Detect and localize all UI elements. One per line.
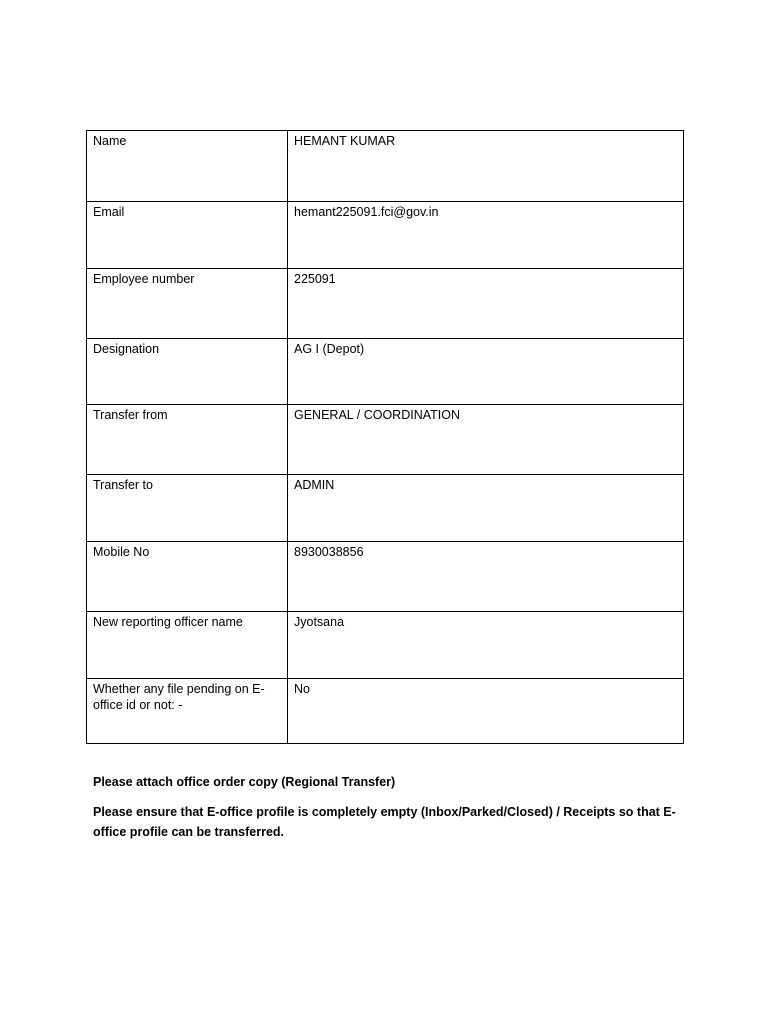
table-row-file-pending xyxy=(87,679,684,744)
field-label-designation: Designation xyxy=(87,339,288,405)
table-row-transfer-from xyxy=(87,405,684,475)
attach-order-note: Please attach office order copy (Regional Transfer) xyxy=(93,775,396,789)
field-label-employee-number: Employee number xyxy=(87,269,288,339)
field-label-reporting-officer: New reporting officer name xyxy=(87,612,288,679)
table-row-transfer-to xyxy=(87,475,684,542)
field-value-transfer-to: ADMIN xyxy=(288,475,684,542)
table-row-reporting-officer xyxy=(87,612,684,679)
field-value-designation: AG I (Depot) xyxy=(288,339,684,405)
field-label-transfer-from: Transfer from xyxy=(87,405,288,475)
table-row-designation xyxy=(87,339,684,405)
field-value-name: HEMANT KUMAR xyxy=(288,131,684,202)
field-label-mobile-no: Mobile No xyxy=(87,542,288,612)
table-row-name xyxy=(87,131,684,202)
instructions-block xyxy=(93,772,683,852)
transfer-details-table xyxy=(86,130,684,744)
table-row-employee-number xyxy=(87,269,684,339)
field-label-email: Email xyxy=(87,202,288,269)
field-value-email: hemant225091.fci@gov.in xyxy=(288,202,684,269)
field-value-employee-number: 225091 xyxy=(288,269,684,339)
field-value-transfer-from: GENERAL / COORDINATION xyxy=(288,405,684,475)
empty-profile-note: Please ensure that E-office profile is completely empty (Inbox/Parked/Closed) / Receipts so that E-office profile can be transferred. xyxy=(93,805,676,839)
field-label-name: Name xyxy=(87,131,288,202)
field-label-transfer-to: Transfer to xyxy=(87,475,288,542)
table-row-mobile-no xyxy=(87,542,684,612)
table-row-email xyxy=(87,202,684,269)
field-value-reporting-officer: Jyotsana xyxy=(288,612,684,679)
field-label-file-pending: Whether any file pending on E-office id or not: - xyxy=(87,679,288,744)
field-value-file-pending: No xyxy=(288,679,684,744)
field-value-mobile-no: 8930038856 xyxy=(288,542,684,612)
